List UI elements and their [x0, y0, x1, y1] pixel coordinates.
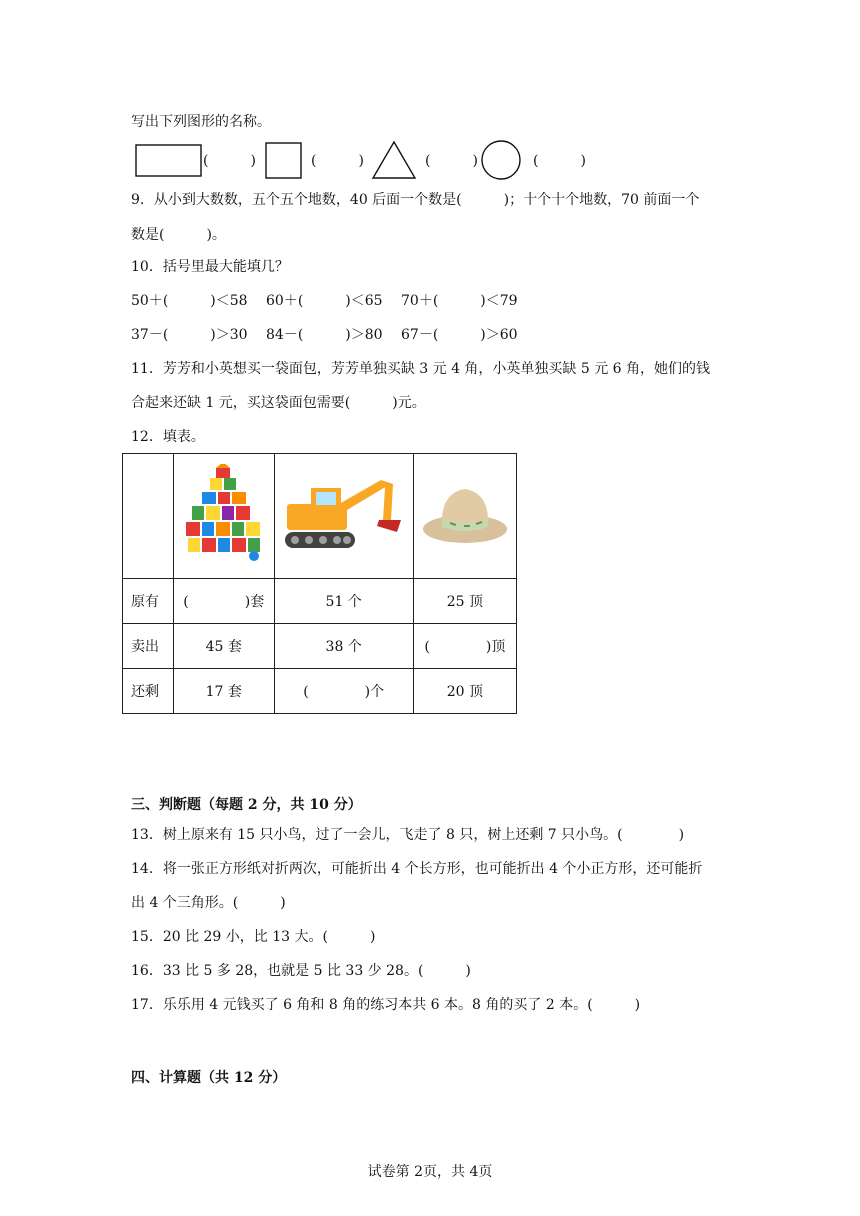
q12-fill-table [122, 453, 517, 714]
row-label: 原有 [123, 579, 174, 624]
q8-blank-1: ( ) [203, 153, 256, 169]
q17-text: 17．乐乐用 4 元钱买了 6 角和 8 角的练习本共 6 本。8 角的买了 2 本。( ) [131, 997, 641, 1013]
table-cell: ( )套 [173, 579, 274, 624]
table-cell: 45 套 [173, 624, 274, 669]
hat-image-cell [413, 454, 516, 579]
table-cell: 51 个 [274, 579, 413, 624]
q10-row-1: 50＋( )＜58 60＋( )＜65 70＋( )＜79 [131, 293, 518, 309]
q12-title: 12．填表。 [131, 429, 205, 445]
q8-blank-2: ( ) [311, 153, 364, 169]
q9-line-1: 9．从小到大数数，五个五个地数，40 后面一个数是( )；十个十个地数，70 前面一个 [131, 192, 700, 208]
building-blocks-icon [182, 464, 266, 564]
table-row [123, 624, 517, 669]
straw-hat-icon [420, 479, 510, 549]
q10-row-2: 37－( )＞30 84－( )＞80 67－( )＞60 [131, 327, 518, 343]
section-3-heading: 三、判断题（每题 2 分，共 10 分） [131, 797, 362, 813]
table-cell: 38 个 [274, 624, 413, 669]
table-cell: 25 顶 [413, 579, 516, 624]
table-row [123, 579, 517, 624]
triangle-shape [371, 140, 417, 180]
table-row [123, 669, 517, 714]
q8-prompt: 写出下列图形的名称。 [131, 114, 271, 130]
q11-line-2: 合起来还缺 1 元，买这袋面包需要( )元。 [131, 395, 426, 411]
q13-text: 13．树上原来有 15 只小鸟，过了一会儿，飞走了 8 只，树上还剩 7 只小鸟。( ) [131, 827, 685, 843]
q15-text: 15．20 比 29 小，比 13 大。( ) [131, 929, 376, 945]
table-cell: ( )个 [274, 669, 413, 714]
table-cell: 20 顶 [413, 669, 516, 714]
circle-shape [481, 140, 523, 182]
q16-text: 16．33 比 5 多 28，也就是 5 比 33 少 28。( ) [131, 963, 471, 979]
q11-line-1: 11．芳芳和小英想买一袋面包，芳芳单独买缺 3 元 4 角，小英单独买缺 5 元 6 角，她们的钱 [131, 361, 711, 377]
blocks-image-cell [173, 454, 274, 579]
square-shape [265, 142, 303, 180]
q14-line-1: 14．将一张正方形纸对折两次，可能折出 4 个长方形，也可能折出 4 个小正方形，还可能折 [131, 861, 703, 877]
q10-title: 10．括号里最大能填几？ [131, 259, 289, 275]
table-cell: ( )顶 [413, 624, 516, 669]
q8-blank-3: ( ) [425, 153, 478, 169]
page-footer: 试卷第 2页，共 4页 [367, 1164, 493, 1180]
excavator-image-cell [274, 454, 413, 579]
q8-blank-4: ( ) [533, 153, 586, 169]
q14-line-2: 出 4 个三角形。( ) [131, 895, 286, 911]
q8-shapes-row [135, 140, 615, 180]
row-label: 还剩 [123, 669, 174, 714]
section-4-heading: 四、计算题（共 12 分） [131, 1070, 287, 1086]
table-image-row [123, 454, 517, 579]
table-cell: 17 套 [173, 669, 274, 714]
row-label: 卖出 [123, 624, 174, 669]
excavator-icon [281, 474, 407, 554]
rectangle-shape [135, 144, 203, 178]
table-corner-cell [123, 454, 174, 579]
q9-line-2: 数是( )。 [131, 227, 226, 243]
